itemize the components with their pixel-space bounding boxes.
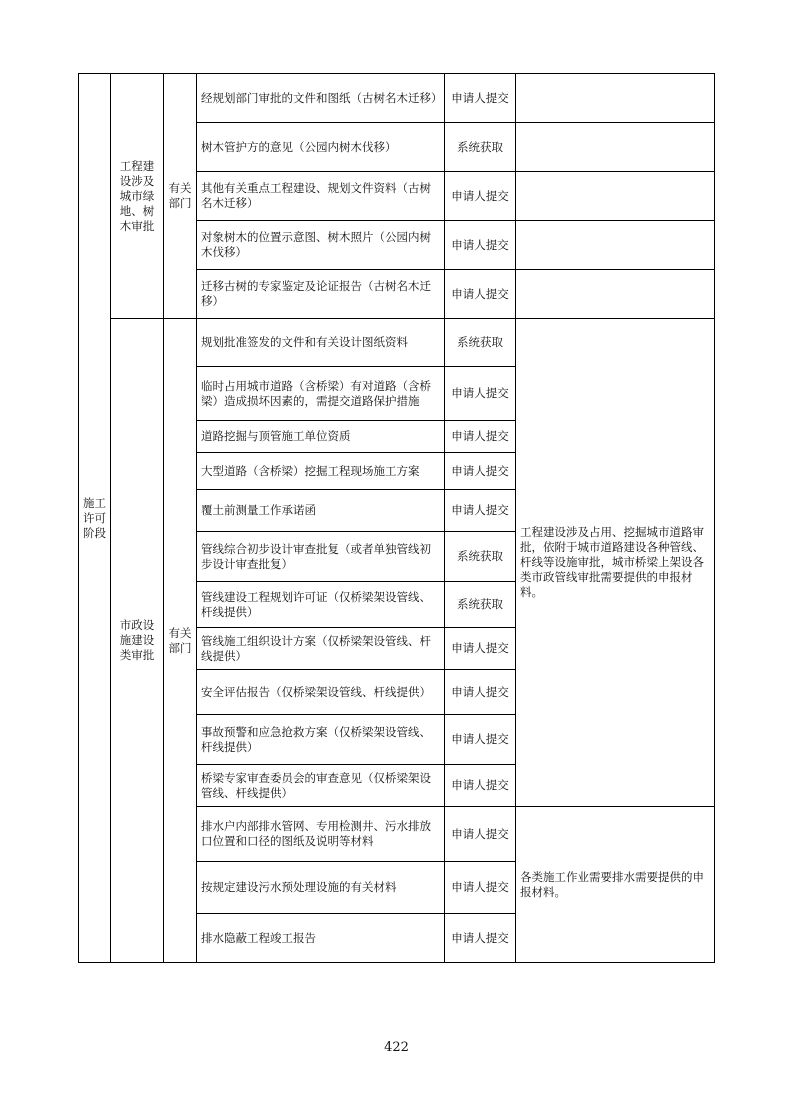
department-cell: 有关部门 [164, 74, 197, 319]
source-cell: 申请人提交 [445, 628, 516, 670]
source-cell: 申请人提交 [445, 270, 516, 319]
source-cell: 申请人提交 [445, 862, 516, 914]
note-cell [516, 123, 715, 172]
note-cell: 工程建设涉及占用、挖掘城市道路审批，依附于城市道路建设各种管线、杆线等设施审批，城市桥梁上架设各类市政管线审批需要提供的申报材料。 [516, 319, 715, 807]
category-cell: 工程建设涉及城市绿地、树木审批 [111, 74, 164, 319]
note-cell [516, 221, 715, 270]
material-cell: 安全评估报告（仅桥梁架设管线、杆线提供） [197, 670, 445, 715]
material-cell: 排水隐蔽工程竣工报告 [197, 914, 445, 963]
material-cell: 大型道路（含桥梁）挖掘工程现场施工方案 [197, 453, 445, 490]
material-cell: 管线施工组织设计方案（仅桥梁架设管线、杆线提供） [197, 628, 445, 670]
material-cell: 对象树木的位置示意图、树木照片（公园内树木伐移） [197, 221, 445, 270]
material-cell: 临时占用城市道路（含桥梁）有对道路（含桥梁）造成损坏因素的，需提交道路保护措施 [197, 367, 445, 421]
material-cell: 道路挖掘与顶管施工单位资质 [197, 421, 445, 453]
source-cell: 申请人提交 [445, 453, 516, 490]
material-cell: 排水户内部排水管网、专用检测井、污水排放口位置和口径的图纸及说明等材料 [197, 807, 445, 862]
material-cell: 管线建设工程规划许可证（仅桥梁架设管线、杆线提供） [197, 582, 445, 628]
material-cell: 覆土前测量工作承诺函 [197, 490, 445, 532]
source-cell: 系统获取 [445, 123, 516, 172]
source-cell: 申请人提交 [445, 765, 516, 807]
source-cell: 申请人提交 [445, 670, 516, 715]
material-cell: 树木管护方的意见（公园内树木伐移） [197, 123, 445, 172]
note-cell: 各类施工作业需要排水需要提供的申报材料。 [516, 807, 715, 963]
page-number: 422 [384, 1040, 409, 1055]
source-cell: 申请人提交 [445, 367, 516, 421]
category-cell: 市政设施建设类审批 [111, 319, 164, 963]
source-cell: 申请人提交 [445, 172, 516, 221]
material-cell: 迁移古树的专家鉴定及论证报告（古树名木迁移） [197, 270, 445, 319]
note-cell [516, 172, 715, 221]
source-cell: 申请人提交 [445, 807, 516, 862]
source-cell: 申请人提交 [445, 74, 516, 123]
material-cell: 桥梁专家审查委员会的审查意见（仅桥梁架设管线、杆线提供） [197, 765, 445, 807]
table-row [79, 74, 715, 123]
source-cell: 申请人提交 [445, 490, 516, 532]
material-cell: 规划批准签发的文件和有关设计图纸资料 [197, 319, 445, 367]
note-cell [516, 270, 715, 319]
source-cell: 系统获取 [445, 582, 516, 628]
source-cell: 申请人提交 [445, 715, 516, 765]
table-row [79, 319, 715, 367]
materials-table [78, 73, 715, 963]
source-cell: 申请人提交 [445, 221, 516, 270]
material-cell: 按规定建设污水预处理设施的有关材料 [197, 862, 445, 914]
source-cell: 申请人提交 [445, 421, 516, 453]
department-cell: 有关部门 [164, 319, 197, 963]
note-cell [516, 74, 715, 123]
stage-cell: 施工许可阶段 [79, 74, 111, 963]
source-cell: 系统获取 [445, 532, 516, 582]
material-cell: 经规划部门审批的文件和图纸（古树名木迁移） [197, 74, 445, 123]
material-cell: 其他有关重点工程建设、规划文件资料（古树名木迁移） [197, 172, 445, 221]
material-cell: 事故预警和应急抢救方案（仅桥梁架设管线、杆线提供） [197, 715, 445, 765]
material-cell: 管线综合初步设计审查批复（或者单独管线初步设计审查批复） [197, 532, 445, 582]
source-cell: 申请人提交 [445, 914, 516, 963]
source-cell: 系统获取 [445, 319, 516, 367]
